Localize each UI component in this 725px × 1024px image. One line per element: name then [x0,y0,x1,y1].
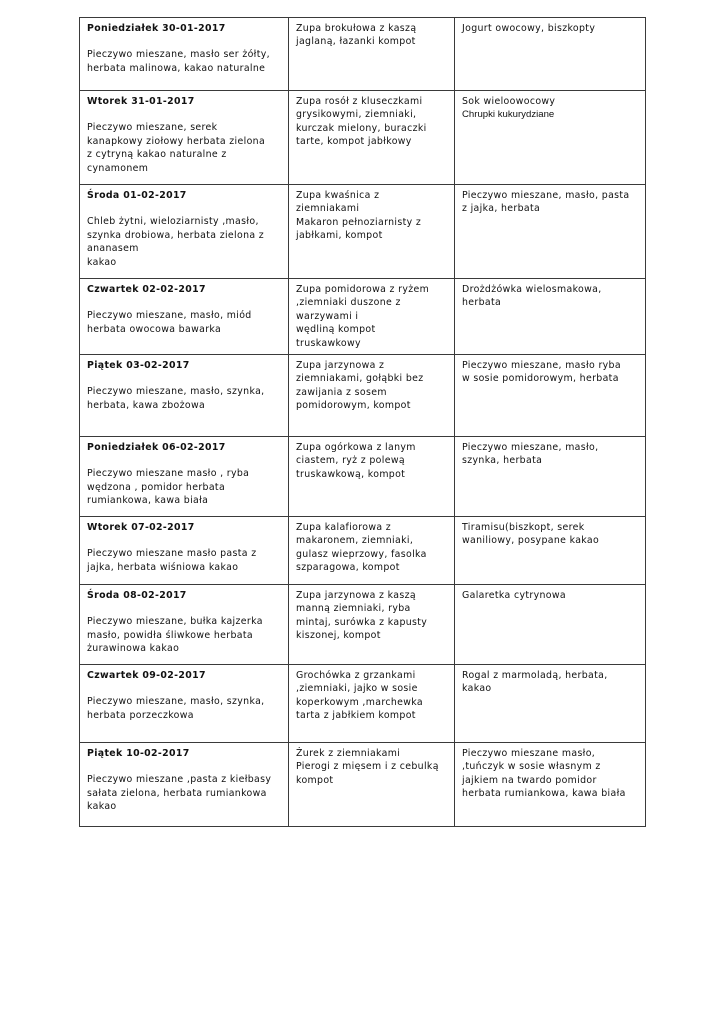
snack-text: Pieczywo mieszane, masło ryba w sosie pomidorowym, herbata [462,360,621,385]
snack-cell [455,355,646,437]
day-breakfast-cell [80,185,289,279]
table-row [80,185,646,279]
lunch-cell [289,355,455,437]
day-breakfast-cell [80,437,289,517]
day-breakfast-cell [80,18,289,91]
lunch-cell [289,743,455,827]
lunch-text: Zupa rosół z kluseczkami grysikowymi, ziemniaki, kurczak mielony, buraczki tarte, kompot jabłkowy [296,96,427,148]
lunch-text: Zupa brokułowa z kaszą jaglaną, łazanki kompot [296,23,417,48]
day-date: Piątek 03-02-2017 [87,360,190,372]
breakfast-text: Chleb żytni, wieloziarnisty ,masło, szynka drobiowa, herbata zielona z ananasem kakao [87,216,265,268]
lunch-text: Grochówka z grzankami ,ziemniaki, jajko w sosie koperkowym ,marchewka tarta z jabłkiem kompot [296,670,423,722]
lunch-cell [289,185,455,279]
day-breakfast-cell [80,585,289,665]
day-date: Wtorek 07-02-2017 [87,522,195,534]
table-row [80,279,646,355]
lunch-text: Zupa jarzynowa z kaszą manną ziemniaki, ryba mintaj, surówka z kapusty kiszonej, kompot [296,590,428,642]
day-date: Środa 01-02-2017 [87,190,187,201]
breakfast-text: Pieczywo mieszane, bułka kajzerka masło, powidła śliwkowe herbata żurawinowa kakao [87,616,263,655]
lunch-text: Zupa kwaśnica z ziemniakami Makaron pełnoziarnisty z jabłkami, kompot [296,190,422,242]
lunch-cell [289,585,455,665]
menu-table [79,17,646,827]
snack-cell [455,279,646,355]
lunch-text: Zupa ogórkowa z lanym ciastem, ryż z polewą truskawkową, kompot [296,442,416,480]
day-breakfast-cell [80,517,289,585]
snack-cell [455,517,646,585]
breakfast-text: Pieczywo mieszane masło pasta z jajka, herbata wiśniowa kakao [87,548,257,573]
lunch-text: Żurek z ziemniakami Pierogi z mięsem i z cebulką kompot [296,748,439,786]
table-row [80,517,646,585]
snack-text: Galaretka cytrynowa [462,590,566,602]
table-row [80,665,646,743]
snack-text: Pieczywo mieszane, masło, szynka, herbata [462,442,599,467]
snack-text: Pieczywo mieszane masło, ,tuńczyk w sosie własnym z jajkiem na twardo pomidor herbata rumiankowa, kawa biała [462,748,626,800]
lunch-text: Zupa pomidorowa z ryżem ,ziemniaki duszone z warzywami i wędliną kompot truskawkowy [296,284,430,349]
breakfast-text: Pieczywo mieszane masło , ryba wędzona , pomidor herbata rumiankowa, kawa biała [87,468,250,507]
lunch-text: Zupa jarzynowa z ziemniakami, gołąbki bez zawijania z sosem pomidorowym, kompot [296,360,424,412]
snack-text: Sok wieloowocowy [462,96,556,107]
lunch-cell [289,437,455,517]
day-breakfast-cell [80,665,289,743]
snack-text: Drożdżówka wielosmakowa, herbata [462,284,602,309]
snack-text: Jogurt owocowy, biszkopty [462,23,596,34]
table-row [80,355,646,437]
lunch-cell [289,18,455,91]
snack-cell [455,91,646,185]
lunch-text: Zupa kalafiorowa z makaronem, ziemniaki, gulasz wieprzowy, fasolka szparagowa, kompot [296,522,427,574]
snack-text: Rogal z marmoladą, herbata, kakao [462,670,608,695]
snack-text-2: Chrupki kukurydziane [462,109,555,121]
table-row [80,91,646,185]
snack-cell [455,743,646,827]
day-date: Piątek 10-02-2017 [87,748,190,760]
breakfast-text: Pieczywo mieszane, masło, szynka, herbata porzeczkowa [87,696,265,721]
lunch-cell [289,279,455,355]
snack-cell [455,665,646,743]
lunch-cell [289,665,455,743]
breakfast-text: Pieczywo mieszane, serek kanapkowy ziołowy herbata zielona z cytryną kakao naturalne z cynamonem [87,122,266,174]
day-breakfast-cell [80,743,289,827]
day-date: Czwartek 09-02-2017 [87,670,206,682]
table-row [80,18,646,91]
day-date: Wtorek 31-01-2017 [87,96,195,107]
table-row [80,743,646,827]
lunch-cell [289,517,455,585]
snack-cell [455,437,646,517]
snack-cell [455,185,646,279]
day-date: Poniedziałek 30-01-2017 [87,23,226,34]
day-date: Poniedziałek 06-02-2017 [87,442,226,454]
day-breakfast-cell [80,279,289,355]
snack-cell [455,585,646,665]
breakfast-text: Pieczywo mieszane, masło ser żółty, herbata malinowa, kakao naturalne [87,49,270,74]
day-breakfast-cell [80,355,289,437]
breakfast-text: Pieczywo mieszane, masło, miód herbata owocowa bawarka [87,310,252,335]
lunch-cell [289,91,455,185]
day-date: Środa 08-02-2017 [87,590,187,602]
snack-cell [455,18,646,91]
breakfast-text: Pieczywo mieszane ,pasta z kiełbasy sałata zielona, herbata rumiankowa kakao [87,774,272,813]
snack-text: Tiramisu(biszkopt, serek waniliowy, posypane kakao [462,522,600,547]
day-breakfast-cell [80,91,289,185]
table-row [80,437,646,517]
snack-text: Pieczywo mieszane, masło, pasta z jajka, herbata [462,190,630,215]
day-date: Czwartek 02-02-2017 [87,284,206,295]
breakfast-text: Pieczywo mieszane, masło, szynka, herbata, kawa zbożowa [87,386,265,411]
table-row [80,585,646,665]
